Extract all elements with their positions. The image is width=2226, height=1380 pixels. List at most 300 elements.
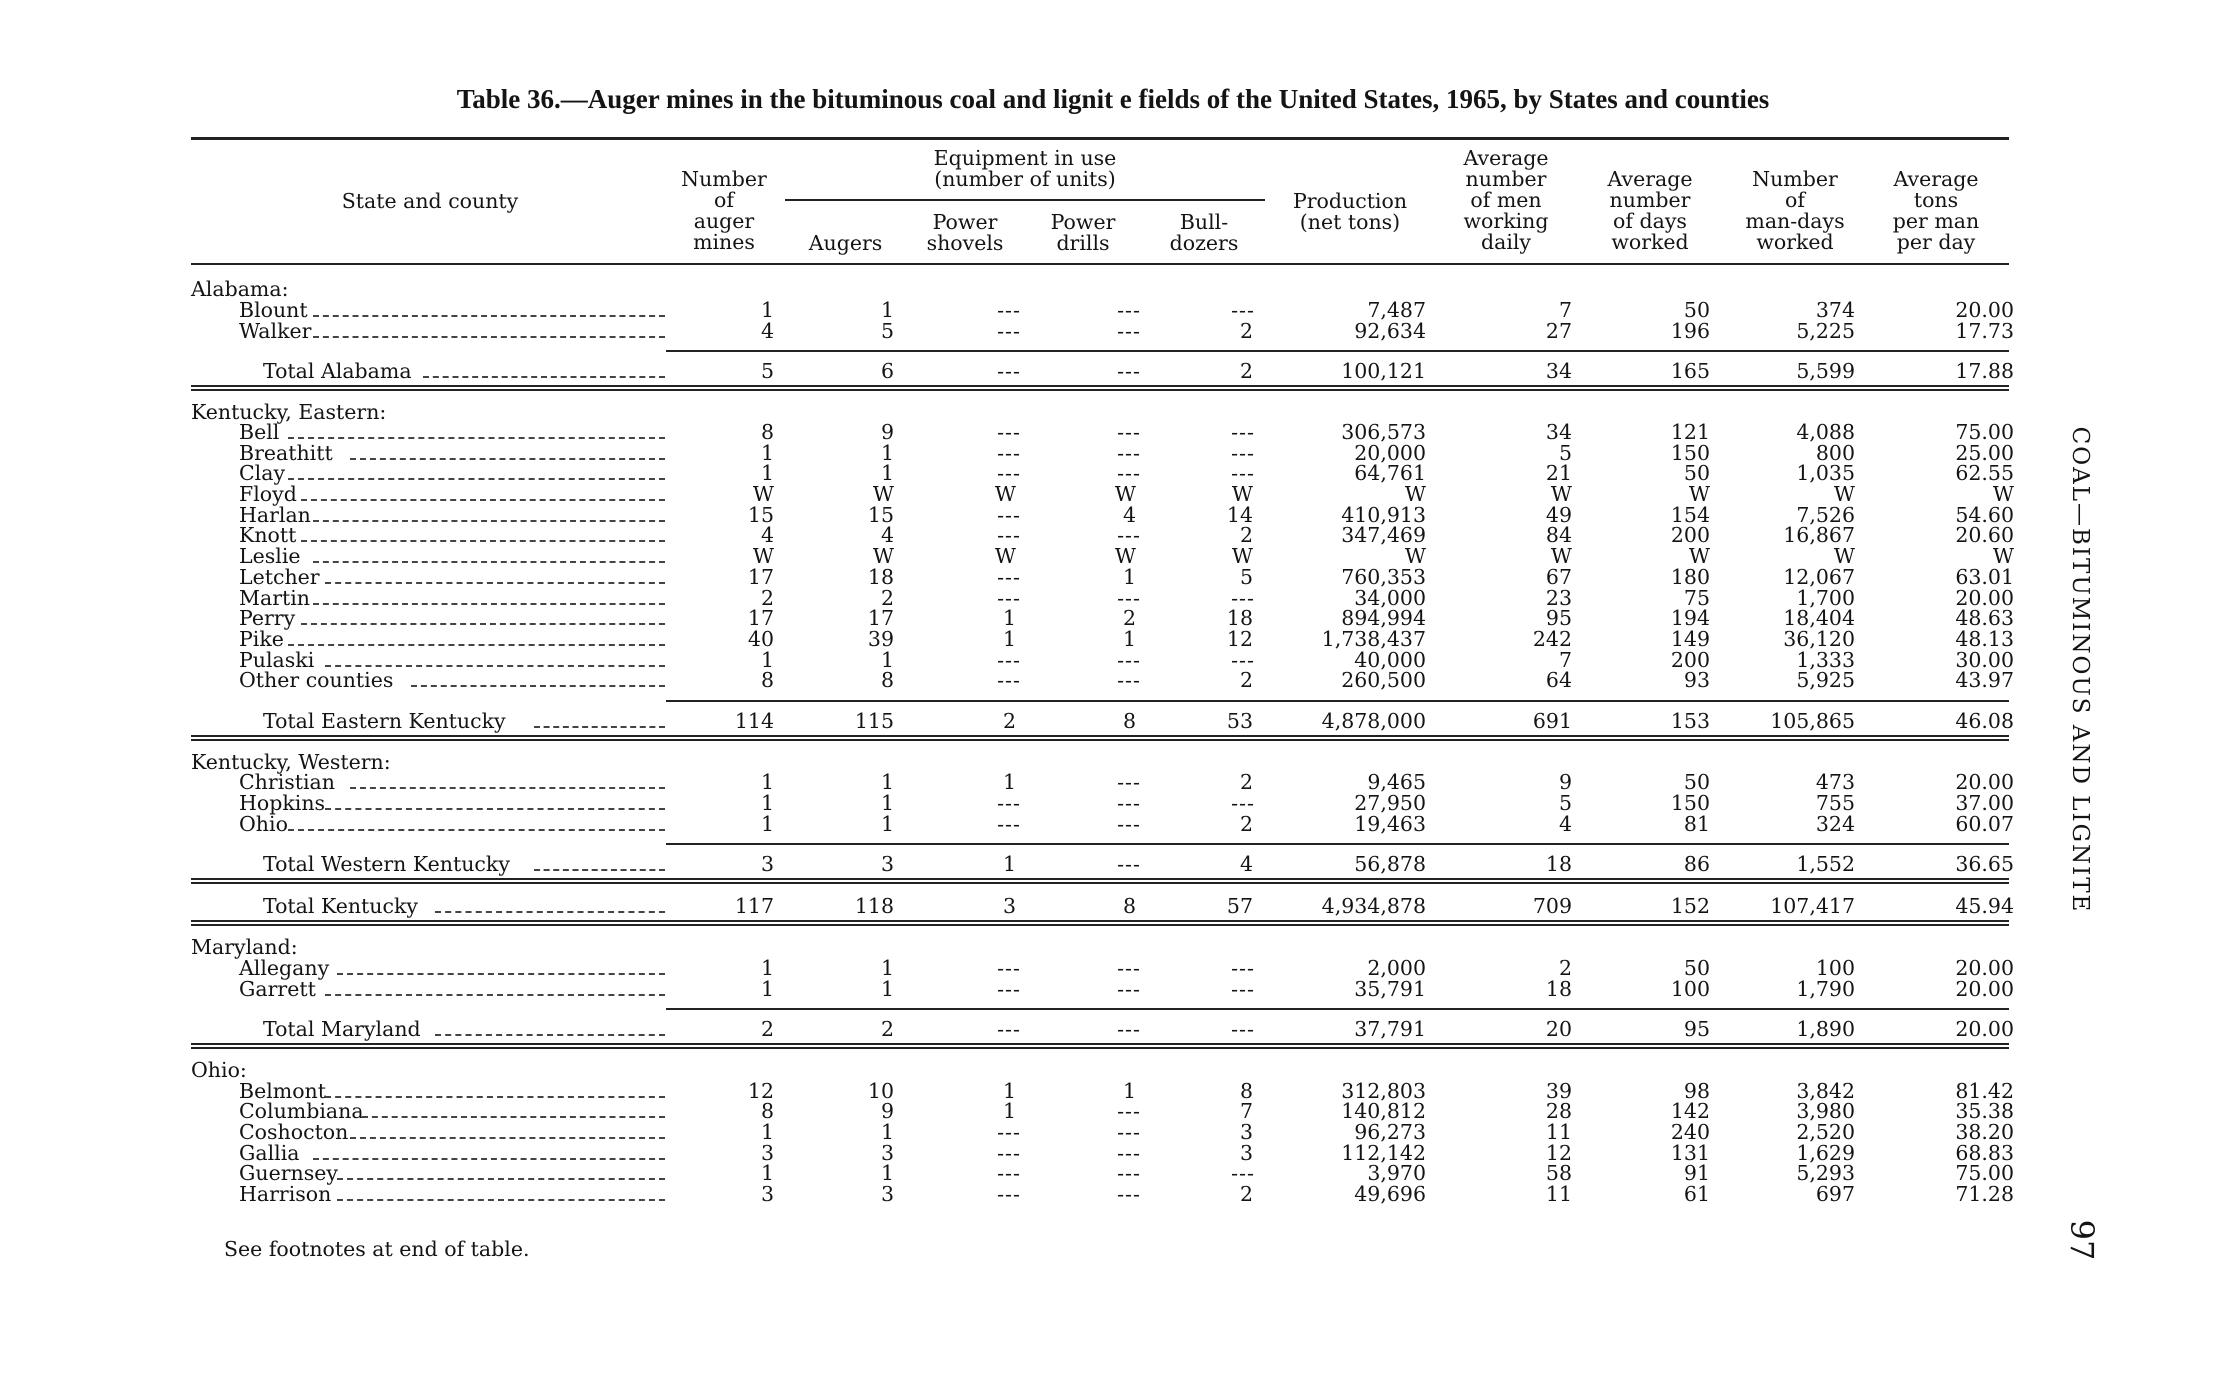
table-cell: 30.00 bbox=[1955, 648, 2014, 672]
table-cell: 1,333 bbox=[1796, 648, 1855, 672]
total-double-rule bbox=[191, 385, 2009, 387]
table-cell: 312,803 bbox=[1341, 1079, 1426, 1103]
empty-cell: --- bbox=[1117, 1120, 1141, 1144]
table-cell: 118 bbox=[854, 894, 894, 918]
table-cell: 4,934,878 bbox=[1321, 894, 1426, 918]
header-augers: Augers bbox=[808, 231, 883, 255]
row-label: Pike bbox=[239, 627, 284, 651]
table-cell: W bbox=[1833, 482, 1855, 506]
table-cell: 7,487 bbox=[1367, 298, 1426, 322]
total-row bbox=[191, 709, 2014, 733]
table-cell: 7 bbox=[1558, 298, 1572, 322]
row-label: Breathitt bbox=[239, 441, 333, 465]
leader-dots bbox=[423, 376, 665, 378]
table-cell: 1 bbox=[1122, 627, 1136, 651]
table-cell: 121 bbox=[1670, 420, 1710, 444]
table-cell: 347,469 bbox=[1341, 523, 1426, 547]
table-cell: 81 bbox=[1683, 812, 1710, 836]
table-cell: 1,790 bbox=[1796, 977, 1855, 1001]
table-cell: 5,599 bbox=[1796, 359, 1855, 383]
state-heading-row bbox=[191, 1060, 2009, 1081]
table-cell: 240 bbox=[1670, 1120, 1710, 1144]
row-label: Columbiana bbox=[239, 1099, 364, 1123]
table-cell: 5,925 bbox=[1796, 668, 1855, 692]
table-cell: 18 bbox=[1226, 606, 1253, 630]
table-cell: W bbox=[1833, 544, 1855, 568]
table-cell: 100 bbox=[1670, 977, 1710, 1001]
row-label: Other counties bbox=[239, 668, 394, 692]
table-cell: 18 bbox=[867, 565, 894, 589]
header-equipment: Equipment in use (number of units) bbox=[933, 146, 1117, 191]
table-cell: 20.60 bbox=[1955, 523, 2014, 547]
table-cell: 4 bbox=[880, 523, 894, 547]
table-cell: 21 bbox=[1545, 461, 1572, 485]
table-cell: 1,629 bbox=[1796, 1141, 1855, 1165]
table-cell: W bbox=[1231, 482, 1253, 506]
table-cell: 3,842 bbox=[1796, 1079, 1855, 1103]
table-cell: 112,142 bbox=[1341, 1141, 1426, 1165]
table-cell: W bbox=[872, 544, 894, 568]
table-cell: 50 bbox=[1683, 956, 1710, 980]
table-cell: 20.00 bbox=[1955, 770, 2014, 794]
table-cell: 150 bbox=[1670, 791, 1710, 815]
table-cell: 2 bbox=[1239, 668, 1253, 692]
table-row bbox=[191, 1120, 2014, 1144]
table-cell: 8 bbox=[1122, 894, 1136, 918]
table-cell: 131 bbox=[1670, 1141, 1710, 1165]
table-cell: 760,353 bbox=[1341, 565, 1426, 589]
table-cell: 14 bbox=[1226, 503, 1253, 527]
empty-cell: --- bbox=[1117, 770, 1141, 794]
empty-cell: --- bbox=[1117, 298, 1141, 322]
table-cell: 7 bbox=[1239, 1099, 1253, 1123]
row-label: Christian bbox=[239, 770, 335, 794]
table-cell: 3 bbox=[1239, 1141, 1253, 1165]
table-cell: 1,738,437 bbox=[1321, 627, 1426, 651]
leader-dots bbox=[337, 973, 665, 975]
leader-dots bbox=[350, 1137, 665, 1139]
total-row bbox=[191, 852, 2014, 876]
table-row bbox=[191, 565, 2014, 589]
table-row bbox=[191, 482, 2014, 506]
table-cell: 20.00 bbox=[1955, 977, 2014, 1001]
table-cell: W bbox=[1404, 482, 1426, 506]
table-cell: 107,417 bbox=[1770, 894, 1855, 918]
leader-dots bbox=[301, 499, 666, 501]
table-cell: 5,225 bbox=[1796, 319, 1855, 343]
table-row bbox=[191, 648, 2014, 672]
table-cell: 15 bbox=[747, 503, 774, 527]
table-cell: 800 bbox=[1815, 441, 1855, 465]
total-row bbox=[191, 359, 2014, 383]
empty-cell: --- bbox=[1231, 1161, 1255, 1185]
row-label: Knott bbox=[239, 523, 297, 547]
empty-cell: --- bbox=[1117, 359, 1141, 383]
empty-cell: --- bbox=[1117, 1099, 1141, 1123]
table-cell: 1 bbox=[880, 1161, 894, 1185]
empty-cell: --- bbox=[1231, 461, 1255, 485]
table-cell: 15 bbox=[867, 503, 894, 527]
table-cell: 2 bbox=[1239, 812, 1253, 836]
table-row bbox=[191, 1099, 2014, 1123]
table-cell: 755 bbox=[1815, 791, 1855, 815]
table-cell: 18,404 bbox=[1783, 606, 1855, 630]
row-label: Total Western Kentucky bbox=[263, 852, 510, 876]
row-label: Belmont bbox=[239, 1079, 326, 1103]
row-label: Ohio bbox=[239, 812, 288, 836]
table-row bbox=[191, 791, 2014, 815]
table-cell: 2 bbox=[1239, 319, 1253, 343]
table-cell: 86 bbox=[1683, 852, 1710, 876]
table-cell: 8 bbox=[760, 1099, 774, 1123]
table-cell: 306,573 bbox=[1341, 420, 1426, 444]
table-cell: W bbox=[1404, 544, 1426, 568]
empty-cell: --- bbox=[1117, 977, 1141, 1001]
table-cell: 3 bbox=[1002, 894, 1016, 918]
table-cell: 2 bbox=[1239, 523, 1253, 547]
empty-cell: --- bbox=[1117, 420, 1141, 444]
table-cell: 3,980 bbox=[1796, 1099, 1855, 1123]
table-cell: 38.20 bbox=[1955, 1120, 2014, 1144]
leader-dots bbox=[313, 561, 665, 563]
table-cell: 25.00 bbox=[1955, 441, 2014, 465]
row-label: Coshocton bbox=[239, 1120, 349, 1144]
state-heading-row bbox=[191, 279, 2009, 300]
table-cell: 36,120 bbox=[1783, 627, 1855, 651]
table-cell: 45.94 bbox=[1955, 894, 2014, 918]
empty-cell: --- bbox=[997, 298, 1021, 322]
table-cell: 16,867 bbox=[1783, 523, 1855, 547]
table-row bbox=[191, 523, 2014, 547]
table-cell: 9 bbox=[1558, 770, 1572, 794]
table-cell: 4 bbox=[760, 319, 774, 343]
empty-cell: --- bbox=[1117, 319, 1141, 343]
header-bottom-rule bbox=[191, 263, 2009, 265]
empty-cell: --- bbox=[997, 586, 1021, 610]
table-cell: 115 bbox=[854, 709, 894, 733]
empty-cell: --- bbox=[1117, 812, 1141, 836]
state-heading-row bbox=[191, 752, 2009, 773]
empty-cell: --- bbox=[997, 420, 1021, 444]
table-cell: 75.00 bbox=[1955, 1161, 2014, 1185]
table-cell: W bbox=[752, 544, 774, 568]
table-cell: 1 bbox=[760, 298, 774, 322]
header-shovels: Power shovels bbox=[926, 210, 1004, 255]
empty-cell: --- bbox=[1231, 648, 1255, 672]
table-cell: 3,970 bbox=[1367, 1161, 1426, 1185]
table-cell: 5 bbox=[880, 319, 894, 343]
table-cell: 153 bbox=[1670, 709, 1710, 733]
table-cell: 20,000 bbox=[1354, 441, 1426, 465]
table-row bbox=[191, 812, 2014, 836]
table-cell: 75 bbox=[1683, 586, 1710, 610]
leader-dots bbox=[301, 540, 666, 542]
table-cell: 34 bbox=[1545, 359, 1572, 383]
table-row bbox=[191, 298, 2014, 322]
running-head: COAL—BITUMINOUS AND LIGNITE bbox=[2067, 426, 2093, 914]
table-cell: 53 bbox=[1226, 709, 1253, 733]
table-cell: 67 bbox=[1545, 565, 1572, 589]
table-cell: 8 bbox=[880, 668, 894, 692]
empty-cell: --- bbox=[1117, 461, 1141, 485]
row-label: Total Kentucky bbox=[263, 894, 418, 918]
table-cell: 10 bbox=[867, 1079, 894, 1103]
table-cell: 61 bbox=[1683, 1182, 1710, 1206]
table-cell: 3 bbox=[880, 1141, 894, 1165]
total-double-rule bbox=[191, 1047, 2009, 1049]
table-cell: 1 bbox=[1002, 1099, 1016, 1123]
total-double-rule bbox=[191, 389, 2009, 391]
table-cell: 410,913 bbox=[1341, 503, 1426, 527]
row-label: Total Maryland bbox=[263, 1017, 421, 1041]
table-cell: 12 bbox=[1226, 627, 1253, 651]
header-drills: Power drills bbox=[1050, 210, 1116, 255]
table-cell: 9,465 bbox=[1367, 770, 1426, 794]
table-cell: 3 bbox=[760, 1182, 774, 1206]
empty-cell: --- bbox=[997, 812, 1021, 836]
table-cell: 27,950 bbox=[1354, 791, 1426, 815]
table-row bbox=[191, 544, 2014, 568]
table-cell: 1 bbox=[760, 770, 774, 794]
row-label: Pulaski bbox=[239, 648, 315, 672]
empty-cell: --- bbox=[997, 461, 1021, 485]
table-cell: 196 bbox=[1670, 319, 1710, 343]
table-cell: 4 bbox=[1122, 503, 1136, 527]
leader-dots bbox=[313, 315, 665, 317]
row-label: Perry bbox=[239, 606, 296, 630]
total-double-rule bbox=[191, 924, 2009, 926]
table-cell: 1 bbox=[760, 977, 774, 1001]
row-label: Gallia bbox=[239, 1141, 300, 1165]
table-cell: 1 bbox=[1002, 606, 1016, 630]
header-production: Production (net tons) bbox=[1292, 189, 1408, 234]
table-cell: 150 bbox=[1670, 441, 1710, 465]
table-cell: 5 bbox=[1558, 441, 1572, 465]
table-cell: 84 bbox=[1545, 523, 1572, 547]
empty-cell: --- bbox=[997, 1161, 1021, 1185]
table-cell: 3 bbox=[760, 1141, 774, 1165]
table-cell: 4 bbox=[760, 523, 774, 547]
table-cell: 4 bbox=[1239, 852, 1253, 876]
table-cell: 49 bbox=[1545, 503, 1572, 527]
table-cell: 324 bbox=[1815, 812, 1855, 836]
empty-cell: --- bbox=[1117, 956, 1141, 980]
table-cell: 1,700 bbox=[1796, 586, 1855, 610]
leader-dots bbox=[534, 869, 665, 871]
total-double-rule bbox=[191, 1043, 2009, 1045]
empty-cell: --- bbox=[997, 565, 1021, 589]
table-cell: 36.65 bbox=[1955, 852, 2014, 876]
empty-cell: --- bbox=[997, 956, 1021, 980]
total-rule bbox=[666, 1008, 2009, 1010]
total-rule bbox=[666, 350, 2009, 352]
state-heading: Kentucky, Eastern: bbox=[191, 400, 387, 424]
table-cell: 81.42 bbox=[1955, 1079, 2014, 1103]
table-cell: 12 bbox=[1545, 1141, 1572, 1165]
leader-dots bbox=[288, 829, 665, 831]
table-cell: 117 bbox=[734, 894, 774, 918]
table-cell: 1 bbox=[880, 298, 894, 322]
leader-dots bbox=[337, 1178, 665, 1180]
leader-dots bbox=[435, 1034, 665, 1036]
row-label: Blount bbox=[239, 298, 308, 322]
header-men: Average number of men working daily bbox=[1463, 146, 1549, 254]
row-label: Harrison bbox=[239, 1182, 332, 1206]
state-heading: Alabama: bbox=[191, 277, 289, 301]
table-cell: 2 bbox=[880, 586, 894, 610]
table-cell: 1 bbox=[760, 648, 774, 672]
empty-cell: --- bbox=[997, 648, 1021, 672]
table-cell: 105,865 bbox=[1770, 709, 1855, 733]
state-heading-row bbox=[191, 937, 2009, 958]
table-cell: 49,696 bbox=[1354, 1182, 1426, 1206]
table-cell: 3 bbox=[760, 852, 774, 876]
empty-cell: --- bbox=[1117, 523, 1141, 547]
total-rule bbox=[666, 700, 2009, 702]
table-cell: 2,520 bbox=[1796, 1120, 1855, 1144]
header-tons: Average tons per man per day bbox=[1892, 167, 1980, 254]
empty-cell: --- bbox=[1231, 977, 1255, 1001]
table-cell: 46.08 bbox=[1955, 709, 2014, 733]
table-cell: 17.88 bbox=[1955, 359, 2014, 383]
row-label: Total Eastern Kentucky bbox=[263, 709, 506, 733]
table-cell: W bbox=[994, 482, 1016, 506]
table-cell: 18 bbox=[1545, 977, 1572, 1001]
table-cell: 2,000 bbox=[1367, 956, 1426, 980]
state-heading: Ohio: bbox=[191, 1058, 247, 1082]
table-cell: 1 bbox=[1122, 565, 1136, 589]
table-cell: 48.63 bbox=[1955, 606, 2014, 630]
page-number: 97 bbox=[2063, 1219, 2101, 1261]
table-cell: 6 bbox=[880, 359, 894, 383]
table-cell: W bbox=[752, 482, 774, 506]
table-cell: W bbox=[1992, 482, 2014, 506]
table-cell: 3 bbox=[1239, 1120, 1253, 1144]
grand-total-row bbox=[191, 894, 2014, 918]
empty-cell: --- bbox=[1117, 586, 1141, 610]
row-label: Hopkins bbox=[239, 791, 326, 815]
row-label: Martin bbox=[239, 586, 311, 610]
table-cell: 92,634 bbox=[1354, 319, 1426, 343]
table-row bbox=[191, 441, 2014, 465]
table-cell: 142 bbox=[1670, 1099, 1710, 1123]
table-cell: 691 bbox=[1532, 709, 1572, 733]
table-cell: 20.00 bbox=[1955, 1017, 2014, 1041]
row-label: Letcher bbox=[239, 565, 320, 589]
leader-dots bbox=[325, 1096, 665, 1098]
table-cell: W bbox=[994, 544, 1016, 568]
table-cell: 98 bbox=[1683, 1079, 1710, 1103]
table-cell: 58 bbox=[1545, 1161, 1572, 1185]
row-label: Clay bbox=[239, 461, 286, 485]
table-cell: 2 bbox=[880, 1017, 894, 1041]
table-cell: 64,761 bbox=[1354, 461, 1426, 485]
table-cell: 3 bbox=[880, 1182, 894, 1206]
table-cell: 5 bbox=[1239, 565, 1253, 589]
table-cell: 473 bbox=[1815, 770, 1855, 794]
empty-cell: --- bbox=[1117, 441, 1141, 465]
state-heading: Kentucky, Western: bbox=[191, 750, 391, 774]
table-cell: 17.73 bbox=[1955, 319, 2014, 343]
table-cell: 1 bbox=[1002, 852, 1016, 876]
table-cell: W bbox=[1550, 482, 1572, 506]
leader-dots bbox=[350, 458, 665, 460]
table-cell: 27 bbox=[1545, 319, 1572, 343]
table-cell: W bbox=[1688, 544, 1710, 568]
table-cell: W bbox=[1231, 544, 1253, 568]
empty-cell: --- bbox=[997, 1017, 1021, 1041]
table-cell: 154 bbox=[1670, 503, 1710, 527]
leader-dots bbox=[325, 665, 665, 667]
empty-cell: --- bbox=[997, 1182, 1021, 1206]
table-cell: 200 bbox=[1670, 523, 1710, 547]
table-row bbox=[191, 1182, 2014, 1206]
table-cell: 17 bbox=[867, 606, 894, 630]
table-cell: 1 bbox=[880, 791, 894, 815]
leader-dots bbox=[313, 520, 665, 522]
row-label: Guernsey bbox=[239, 1161, 338, 1185]
table-row bbox=[191, 461, 2014, 485]
table-cell: 63.01 bbox=[1955, 565, 2014, 589]
total-double-rule bbox=[191, 739, 2009, 741]
table-cell: 93 bbox=[1683, 668, 1710, 692]
leader-dots bbox=[313, 1158, 665, 1160]
table-row bbox=[191, 606, 2014, 630]
table-cell: 1 bbox=[1002, 770, 1016, 794]
leader-dots bbox=[534, 726, 665, 728]
table-cell: 1 bbox=[1122, 1079, 1136, 1103]
table-row bbox=[191, 956, 2014, 980]
table-cell: 2 bbox=[760, 1017, 774, 1041]
empty-cell: --- bbox=[997, 977, 1021, 1001]
table-cell: 4,088 bbox=[1796, 420, 1855, 444]
table-cell: 100,121 bbox=[1341, 359, 1426, 383]
table-cell: 34,000 bbox=[1354, 586, 1426, 610]
empty-cell: --- bbox=[997, 359, 1021, 383]
table-cell: 56,878 bbox=[1354, 852, 1426, 876]
header-state-county: State and county bbox=[341, 189, 519, 213]
table-cell: 100 bbox=[1815, 956, 1855, 980]
row-label: Harlan bbox=[239, 503, 311, 527]
table-cell: 50 bbox=[1683, 770, 1710, 794]
leader-dots bbox=[313, 336, 665, 338]
table-cell: 50 bbox=[1683, 298, 1710, 322]
table-cell: 1 bbox=[760, 956, 774, 980]
table-cell: 1 bbox=[1002, 1079, 1016, 1103]
empty-cell: --- bbox=[1231, 956, 1255, 980]
table-cell: 95 bbox=[1545, 606, 1572, 630]
table-cell: 18 bbox=[1545, 852, 1572, 876]
empty-cell: --- bbox=[1117, 648, 1141, 672]
table-cell: 11 bbox=[1545, 1120, 1572, 1144]
table-cell: 12,067 bbox=[1783, 565, 1855, 589]
table-cell: 1 bbox=[880, 812, 894, 836]
leader-dots bbox=[301, 623, 666, 625]
table-cell: 8 bbox=[1122, 709, 1136, 733]
table-cell: 894,994 bbox=[1341, 606, 1426, 630]
empty-cell: --- bbox=[1117, 1161, 1141, 1185]
table-cell: 5 bbox=[1558, 791, 1572, 815]
row-label: Allegany bbox=[239, 956, 330, 980]
header-days: Average number of days worked bbox=[1607, 167, 1693, 254]
row-label: Walker bbox=[239, 319, 312, 343]
row-label: Total Alabama bbox=[263, 359, 412, 383]
table-cell: 4 bbox=[1558, 812, 1572, 836]
table-cell: 5,293 bbox=[1796, 1161, 1855, 1185]
table-cell: 96,273 bbox=[1354, 1120, 1426, 1144]
leader-dots bbox=[325, 808, 665, 810]
table-cell: 20.00 bbox=[1955, 586, 2014, 610]
